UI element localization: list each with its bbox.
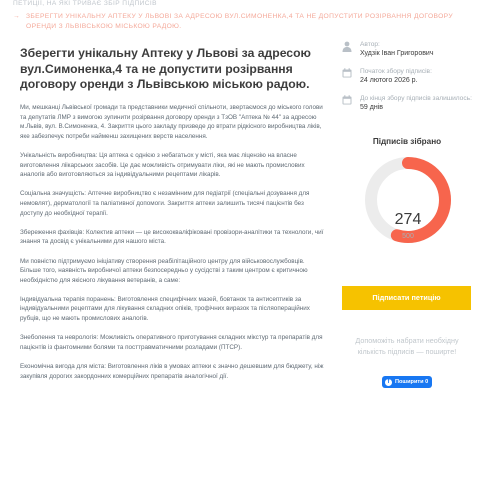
breadcrumb-link[interactable] [13, 12, 475, 31]
petition-paragraph: Економічна вигода для міста: Виготовлення ліків в умовах аптеки є значно дешевшим для бюджету, ніж закупівля дорогих закордонних комерційних препаратів аналогічної дії. [20, 363, 324, 380]
facebook-share-button[interactable] [382, 376, 432, 388]
remaining-block [342, 94, 472, 113]
signature-count: 274 [394, 211, 422, 228]
petition-paragraph: Унікальність виробництва: Ця аптека є однією з небагатьох у місті, яка має ліцензію на власне виготовлення ліікарських засобів. Це дає можливість отримувати ліки, які не мають промислових аналогів або виготовляються за індивідуальними рецептами лікарів. [20, 151, 305, 179]
signatures-collected-label: Підписів зібрано [372, 137, 442, 146]
petition-sidebar [342, 40, 472, 121]
petition-paragraph: Знеболення та неврологія: Можливість оперативного приготування складних мікстур та препаратів для пацієнтів із фантомними болями та посттравматичними розладами (ПТСР). [20, 334, 323, 351]
petition-paragraph: Збереження фахівців: Колектив аптеки — це висококваліфіковані провізори-аналітики та технологи, чиї знання та досвід є унікальними для нашого міста. [20, 228, 324, 246]
user-icon [342, 40, 354, 59]
calendar-icon [342, 67, 354, 86]
petition-body [20, 103, 325, 391]
petition-paragraph: Ми, мешканці Львівської громади та представники медичної спільноти, звертаємося до міського голови та депутатів ЛМР з вимогою зупинити розірвання договору оренди з ТзОВ "Аптека № 44" за адресою м.Львів, вул. В.Симоненка, 4. Закриття цього закладу призведе до втрати рідкісного виробництва ліків, яке забезпечує потреби найменш захищених верств населення. [20, 104, 323, 140]
breadcrumb-link-text[interactable]: ЗБЕРЕГТИ УНІКАЛЬНУ АПТЕКУ У ЛЬВОВІ ЗА АДРЕСОЮ ВУЛ.СИМОНЕНКА,4 ТА НЕ ДОПУСТИТИ РОЗІРВАННЯ ДОГОВОРУ ОРЕНДИ З ЛЬВІВСЬКОЮ МІСЬКОЮ РАДОЮ. [26, 13, 453, 30]
share-help-text: Допоможіть набрати необхідну кількість підписів — поширте! [355, 336, 459, 356]
breadcrumb-current: ПЕТИЦІЇ, НА ЯКІ ТРИВАЄ ЗБІР ПІДПИСІВ [13, 0, 157, 7]
start-value: 24 лютого 2026 р. [360, 77, 418, 84]
start-date-block [342, 67, 472, 86]
sign-petition-button[interactable]: Підписати петицію [342, 286, 471, 310]
facebook-share-label: Поширити 0 [395, 379, 429, 385]
page-title: Зберегти унікальну Аптеку у Львові за адресою вул.Симоненка,4 та не допустити розірвання договору оренди з Львівською міською радою. [20, 46, 311, 92]
petition-paragraph: Індивідуальна терапія поранень: Виготовлення специфічних мазей, бовтанок та антисептиків за індивідуальними рецептами для лікування складних опіків, трофічних виразок та післяопераційних рубців, що не мають промислових аналогів. [20, 295, 310, 323]
author-value: Худзік Іван Григорович [360, 50, 434, 57]
petition-paragraph: Ми повністю підтримуємо ініціативу створення реабілітаційного центру для військовослужбовців. Більше того, наявність виробничої аптеки безпосередньо у сусідстві з таким центром є критичною необхідністю для якісного лікування ветеранів, а саме: [20, 257, 308, 284]
remaining-value: 59 днів [360, 104, 383, 111]
remaining-label: До кінця збору підписів залишилось: [360, 95, 472, 102]
author-label: Автор: [360, 41, 380, 48]
petition-paragraph: Соціальна значущість: Аптечне виробництво є незамінним для педіатрії (спеціальні дозування для немовлят), дерматології та паліативної допомоги. Закриття аптеки залишить тисячі пацієнтів без доступу до необхідної терапії. [20, 190, 310, 217]
calendar-icon [342, 94, 354, 113]
signature-progress-ring [364, 156, 452, 244]
arrow-right-icon: → [13, 13, 21, 20]
author-block [342, 40, 472, 59]
signature-goal: 500 [402, 233, 414, 240]
facebook-icon: f [385, 379, 392, 386]
start-label: Початок збору підписів: [360, 68, 432, 75]
